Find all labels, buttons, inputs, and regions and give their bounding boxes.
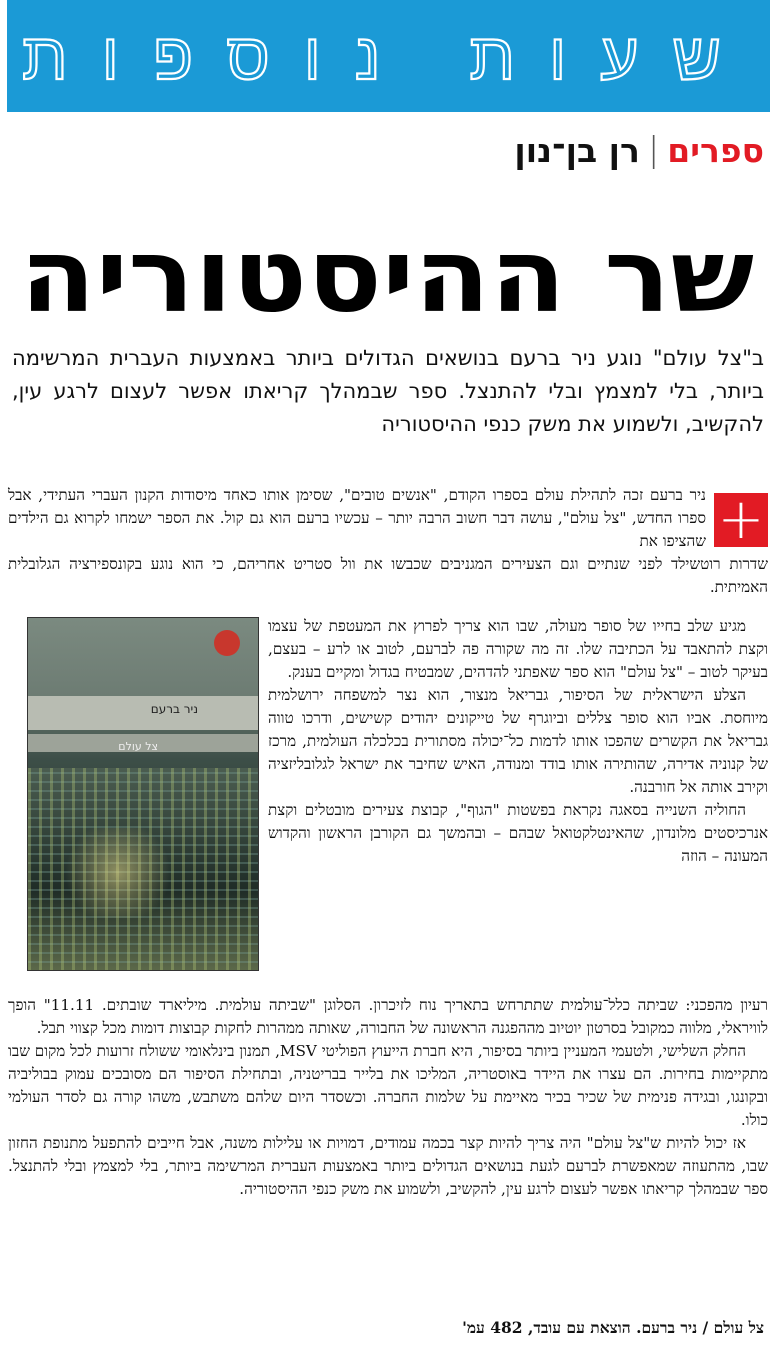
paragraph-3: הצלע הישראלית של הסיפור, גבריאל מנצור, הוא נצר למשפחה ירושלמית מיוחסת. אביו הוא סופר צללים וביוגרף של טייקונים יהודים קשישים, ודרכו טווה גבריאל את הקשרים שהפכו אותו לדמות כל־יכולה מסתורית בכלכלה העולמית, מרכז של קנוניה אדירה, שהותירה אותו בודד ומנודה, האיש שחיבר את ישראל לגלובליזציה וקירב אותה אל חורבנה. — [269, 686, 769, 796]
headline: שר ההיסטוריה — [21, 217, 756, 336]
cover-glow — [59, 828, 179, 918]
paragraph-1-top: ניר ברעם זכה לתהילת עולם בספרו הקודם, "אנשים טובים", שסימן אותו כאחד מיסודות הקנון העברי העתידי, אבל ספרו החדש, "צל עולם", עושה דבר חשוב הרבה יותר – עכשיו ברעם הוא גם קול. את הספר ישמחו לקרוא גם הילדים שהציפו את — [9, 486, 707, 550]
plus-symbol: + — [718, 487, 766, 552]
column-banner — [8, 0, 771, 112]
paragraph-4-column: החוליה השנייה בסאגה נקראת בפשטות "הגוף", קבוצת צעירים מובטלים וקצת אנרכיסטים מלונדון, שהאינטלקטואל שבהם – ובהמשך גם הקורבן הראשון והקדוש המעונה – הוזה — [269, 801, 769, 865]
cover-title: צל עולם — [119, 740, 159, 753]
byline-separator: | — [648, 130, 661, 170]
paragraph-5: החלק השלישי, ולטעמי המעניין ביותר בסיפור, היא חברת הייעוץ הפוליטי MSV, תמנון בינלאומי ששולח זרועות לכל מקום שבו מתקיימות בחירות. הם עצרו את היידר באוסטריה, המליכו את בלייר בבריטניה, ובתחילת הסיפור הם מסובכים עמוק בבוליביה ובקונגו, ובגידה פנימית של שכיר בכיר מאיימת על שלמות החברה. וכשסדר היום שלהם משתבש, משהו קורה גם לסדר העולמי כולו. — [9, 1042, 769, 1129]
cover-author-band — [29, 696, 260, 730]
paragraph-4-rest: רעיון מהפכני: שביתה כלל־עולמית שתתרחש בתאריך נוח לזיכרון. הסלוגן "שביתה עולמית. מיליארד שובתים. 11.11" הופך לוויראלי, מלווה כמקובל בסרטון יוטיוב מההפגנה הראשונה של החבורה, שאותה ממהרות לחקות קבוצות דומות מכל קצווי תבל. — [9, 996, 769, 1037]
lede: ב"צל עולם" נוגע ניר ברעם בנושאים הגדולים ביותר באמצעות העברית המרשימה ביותר, בלי למצמץ ובלי להתנצל. ספר שבמהלך קריאתו אפשר לעצום לרגע עין, להקשיב, ולשמוע את משק כנפי ההיסטוריה — [13, 346, 765, 436]
publisher-logo-icon — [215, 630, 241, 656]
plus-icon — [715, 487, 769, 552]
full-width-text — [9, 994, 769, 1201]
book-cover — [28, 617, 260, 971]
cover-author: ניר ברעם — [151, 702, 199, 716]
byline — [515, 128, 765, 172]
section-label: ספרים — [668, 130, 765, 170]
paragraph-6: אז יכול להיות ש"צל עולם" היה צריך להיות קצר בכמה עמודים, דמויות או עלילות משנה, אבל חייבים להתפעל מתנופת החזון שבו, מהתעוזה שמאפשרת לברעם לגעת בנושאים הגדולים ביותר באמצעות העברית המרשימה ביותר, בלי למצמץ ובלי להתנצל. ספר שבמהלך קריאתו אפשר לעצום לרגע עין, להקשיב, ולשמוע את משק כנפי ההיסטוריה. — [9, 1134, 769, 1198]
author-name: רן בן־נון — [515, 130, 641, 170]
column-beside-cover — [269, 615, 769, 868]
paragraph-1-rest: שדרות רוטשילד לפני שנתיים וגם הצעירים המגניבים שכבשו את וול סטריט אחריהם, כי הוא נוגע בקונספירציה הגלובלית האמיתית. — [9, 555, 769, 596]
banner-title: שעות נוספות — [23, 17, 756, 95]
book-details: צל עולם / ניר ברעם. הוצאת עם עובד, 482 עמ' — [463, 1318, 765, 1337]
paragraph-2: מגיע שלב בחייו של סופר מעולה, שבו הוא צריך לפרוץ את המעטפת של עצמו וקצת להתאבד על הכתיבה שלו. זה מה שקורה פה לברעם, לטוב או לרע – בעצם, בעיקר לטוב – "צל עולם" הוא ספר שאפתני להדהים, שמבטיח בגדול ומקיים בענק. — [269, 617, 769, 681]
